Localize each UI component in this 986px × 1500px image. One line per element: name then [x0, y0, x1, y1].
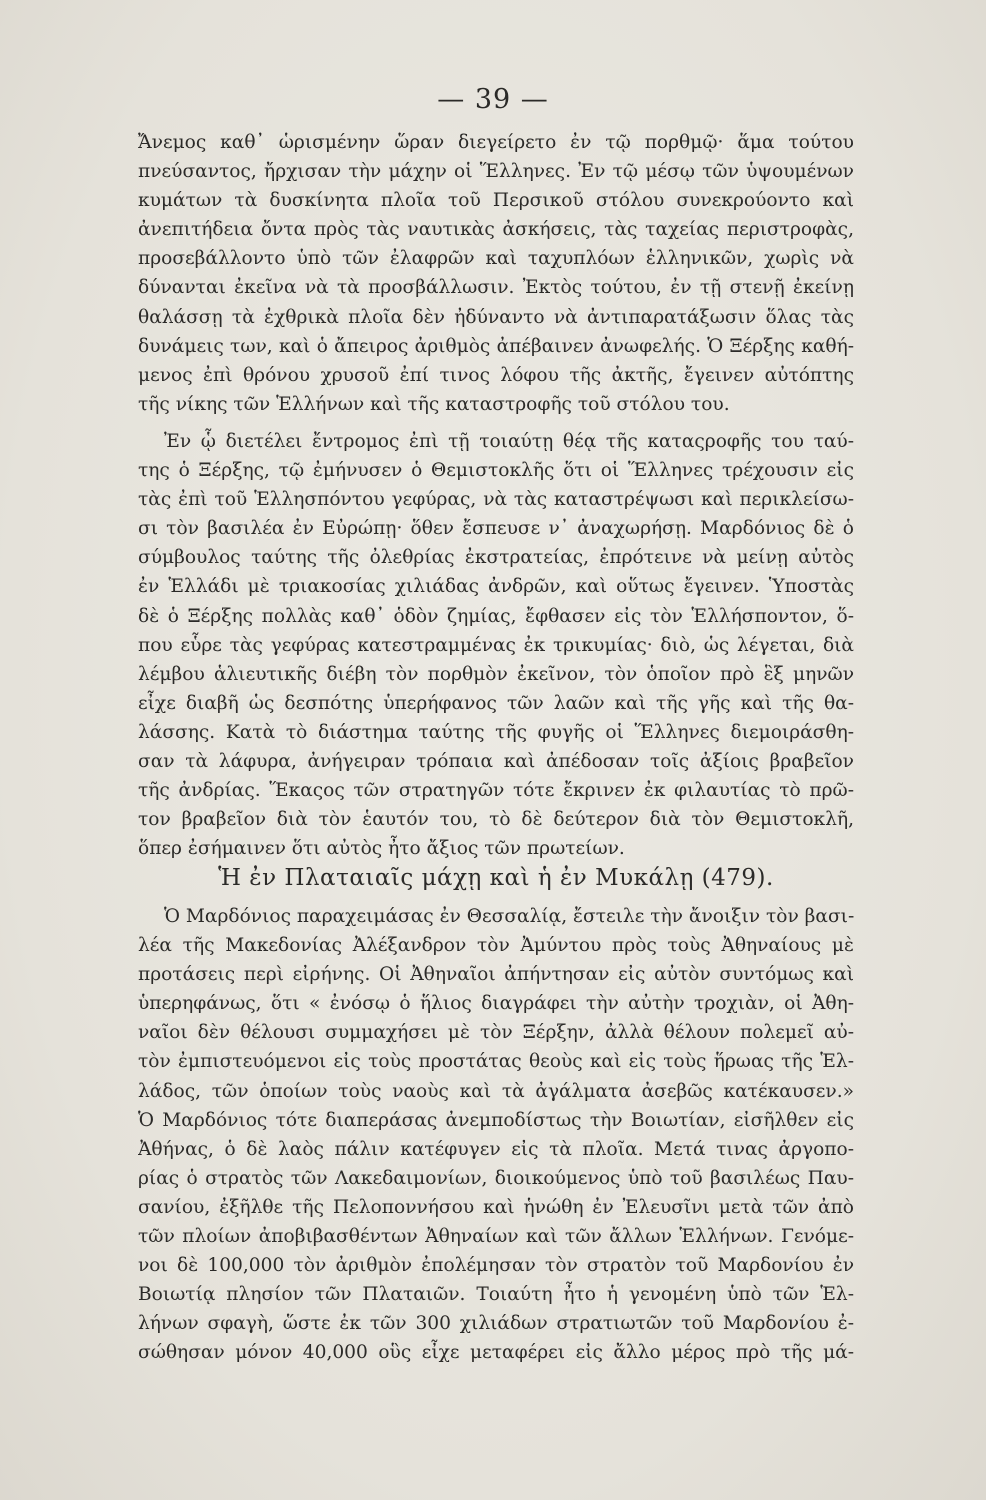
text-line: προτάσεις περὶ εἰρήνης. Οἱ Ἀθηναῖοι ἀπήντησαν εἰς αὐτὸν συντόμως καὶ — [138, 964, 854, 986]
text-line: Ἄνεμος καθ᾿ ὡρισμένην ὥραν διεγείρετο ἐν τῷ πορθμῷ· ἅμα τούτου — [138, 132, 854, 153]
text-line: Ἀθήνας, ὁ δὲ λαὸς πάλιν κατέφυγεν εἰς τὰ πλοῖα. Μετά τινας ἀργοπο- — [138, 1138, 854, 1160]
text-line: τον βραβεῖον διὰ τὸν ἑαυτόν του, τὸ δὲ δεύτερον διὰ τὸν Θεμιστοκλῆ, — [138, 809, 854, 831]
text-line: τῶν πλοίων ἀποβιβασθέντων Ἀθηναίων καὶ τῶν ἄλλων Ἑλλήνων. Γενόμε- — [138, 1226, 854, 1248]
text-line: λέα τῆς Μακεδονίας Ἀλέξανδρον τὸν Ἀμύντου πρὸς τοὺς Ἀθηναίους μὲ — [138, 935, 854, 957]
page-number: — 39 — — [437, 84, 549, 115]
text-line: σι τὸν βασιλέα ἐν Εὐρώπῃ· ὅθεν ἔσπευσε ν᾿ ἀναχωρήσῃ. Μαρδόνιος δὲ ὁ — [138, 518, 854, 540]
text-line: εἶχε διαβῆ ὡς δεσπότης ὑπερήφανος τῶν λαῶν καὶ τῆς γῆς καὶ τῆς θα- — [138, 692, 854, 714]
text-line: ἐν Ἑλλάδι μὲ τριακοσίας χιλιάδας ἀνδρῶν, καὶ οὕτως ἔγεινεν. Ὑποστὰς — [138, 576, 854, 598]
text-line: σανίου, ἐξῆλθε τῆς Πελοποννήσου καὶ ἡνώθη ἐν Ἐλευσῖνι μετὰ τῶν ἀπὸ — [138, 1196, 854, 1218]
text-line: τῆς νίκης τῶν Ἑλλήνων καὶ τῆς καταστροφῆς τοῦ στόλου του. — [138, 393, 730, 415]
text-line: Βοιωτίᾳ πλησίον τῶν Πλαταιῶν. Τοιαύτη ἦτο ἡ γενομένη ὑπὸ τῶν Ἑλ- — [138, 1284, 854, 1306]
paragraph-plataea — [138, 902, 854, 1368]
text-line: λάσσης. Κατὰ τὸ διάστημα ταύτης τῆς φυγῆς οἱ Ἕλληνες διεμοιράσθη- — [138, 721, 854, 743]
paragraph-xerxes-battle — [138, 128, 854, 419]
text-line: σύμβουλος ταύτης τῆς ὀλεθρίας ἐκστρατείας, ἐπρότεινε νὰ μείνῃ αὐτὸς — [138, 547, 854, 569]
text-line: δύνανται ἐκεῖνα νὰ τὰ προσβάλλωσιν. Ἐκτὸς τούτου, ἐν τῇ στενῇ ἐκείνῃ — [138, 277, 854, 299]
text-line: ρίας ὁ στρατὸς τῶν Λακεδαιμονίων, διοικούμενος ὑπὸ τοῦ βασιλέως Παυ- — [138, 1167, 854, 1189]
text-line: Ὁ Μαρδόνιος παραχειμάσας ἐν Θεσσαλίᾳ, ἔστειλε τὴν ἄνοιξιν τὸν βασι- — [164, 906, 854, 927]
text-line: ἀνεπιτήδεια ὄντα πρὸς τὰς ναυτικὰς ἀσκήσεις, τὰς ταχείας περιστροφὰς, — [138, 219, 854, 241]
text-line: πνεύσαντος, ἤρχισαν τὴν μάχην οἱ Ἕλληνες. Ἐν τῷ μέσῳ τῶν ὑψουμένων — [138, 161, 854, 183]
text-line: τὸν ἐμπιστευόμενοι εἰς τοὺς προστάτας θεοὺς καὶ εἰς τοὺς ἥρωας τῆς Ἑλ- — [138, 1051, 854, 1073]
text-line: κυμάτων τὰ δυσκίνητα πλοῖα τοῦ Περσικοῦ στόλου συνεκρούοντο καὶ — [138, 190, 854, 212]
section-heading: Ἡ ἐν Πλαταιαῖς μάχῃ καὶ ἡ ἐν Μυκάλῃ (479). — [218, 865, 774, 891]
text-line: ὑπερηφάνως, ὅτι « ἐνόσῳ ὁ ἥλιος διαγράφει τὴν αὐτὴν τροχιὰν, οἱ Ἀθη- — [138, 993, 854, 1015]
text-line: δὲ ὁ Ξέρξης πολλὰς καθ᾿ ὁδὸν ζημίας, ἔφθασεν εἰς τὸν Ἑλλήσποντον, ὅ- — [138, 605, 854, 627]
text-line: λέμβου ἁλιευτικῆς διέβη τὸν πορθμὸν ἐκεῖνον, τὸν ὁποῖον πρὸ ἓξ μηνῶν — [138, 663, 854, 685]
text-line: μενος ἐπὶ θρόνου χρυσοῦ ἐπί τινος λόφου τῆς ἀκτῆς, ἔγεινεν αὐτόπτης — [138, 364, 854, 386]
text-line: νοι δὲ 100,000 τὸν ἀριθμὸν ἐπολέμησαν τὸν στρατὸν τοῦ Μαρδονίου ἐν — [138, 1255, 854, 1277]
text-line: της ὁ Ξέρξης, τῷ ἐμήνυσεν ὁ Θεμιστοκλῆς ὅτι οἱ Ἕλληνες τρέχουσιν εἰς — [138, 460, 854, 482]
text-line: ὅπερ ἐσήμαινεν ὅτι αὐτὸς ἦτο ἄξιος τῶν πρωτείων. — [138, 838, 625, 860]
text-line: σαν τὰ λάφυρα, ἀνήγειραν τρόπαια καὶ ἀπέδοσαν τοῖς ἀξίοις βραβεῖον — [138, 751, 854, 773]
text-line: τὰς ἐπὶ τοῦ Ἑλλησπόντου γεφύρας, νὰ τὰς καταστρέψωσι καὶ περικλείσω- — [138, 489, 854, 511]
text-line: τῆς ἀνδρίας. Ἕκαςος τῶν στρατηγῶν τότε ἔκρινεν ἐκ φιλαυτίας τὸ πρῶ- — [138, 780, 854, 802]
paragraph-xerxes-retreat — [138, 427, 854, 863]
text-line: ναῖοι δὲν θέλουσι συμμαχήσει μὲ τὸν Ξέρξην, ἀλλὰ θέλουν πολεμεῖ αὐ- — [138, 1022, 854, 1044]
text-line: σώθησαν μόνον 40,000 οὓς εἶχε μεταφέρει εἰς ἄλλο μέρος πρὸ τῆς μά- — [138, 1342, 854, 1364]
text-line: θαλάσσῃ τὰ ἐχθρικὰ πλοῖα δὲν ἠδύναντο νὰ ἀντιπαρατάξωσιν ὅλας τὰς — [138, 306, 854, 328]
text-line: λήνων σφαγὴ, ὥστε ἐκ τῶν 300 χιλιάδων στρατιωτῶν τοῦ Μαρδονίου ἐ- — [138, 1313, 854, 1335]
text-line: που εὗρε τὰς γεφύρας κατεστραμμένας ἐκ τρικυμίας· διὸ, ὡς λέγεται, διὰ — [138, 634, 854, 656]
text-line: Ὁ Μαρδόνιος τότε διαπεράσας ἀνεμποδίστως τὴν Βοιωτίαν, εἰσῆλθεν εἰς — [138, 1109, 854, 1131]
text-line: δυνάμεις των, καὶ ὁ ἄπειρος ἀριθμὸς ἀπέβαινεν ἀνωφελής. Ὁ Ξέρξης καθή- — [138, 335, 854, 357]
text-line: προσεβάλλοντο ὑπὸ τῶν ἐλαφρῶν καὶ ταχυπλόων ἑλληνικῶν, χωρὶς νὰ — [138, 248, 854, 270]
text-line: λάδος, τῶν ὁποίων τοὺς ναοὺς καὶ τὰ ἀγάλματα ἀσεβῶς κατέκαυσεν.» — [138, 1080, 854, 1102]
text-line: Ἐν ᾧ διετέλει ἔντρομος ἐπὶ τῇ τοιαύτῃ θέᾳ τῆς καταςροφῆς του ταύ- — [164, 431, 854, 452]
